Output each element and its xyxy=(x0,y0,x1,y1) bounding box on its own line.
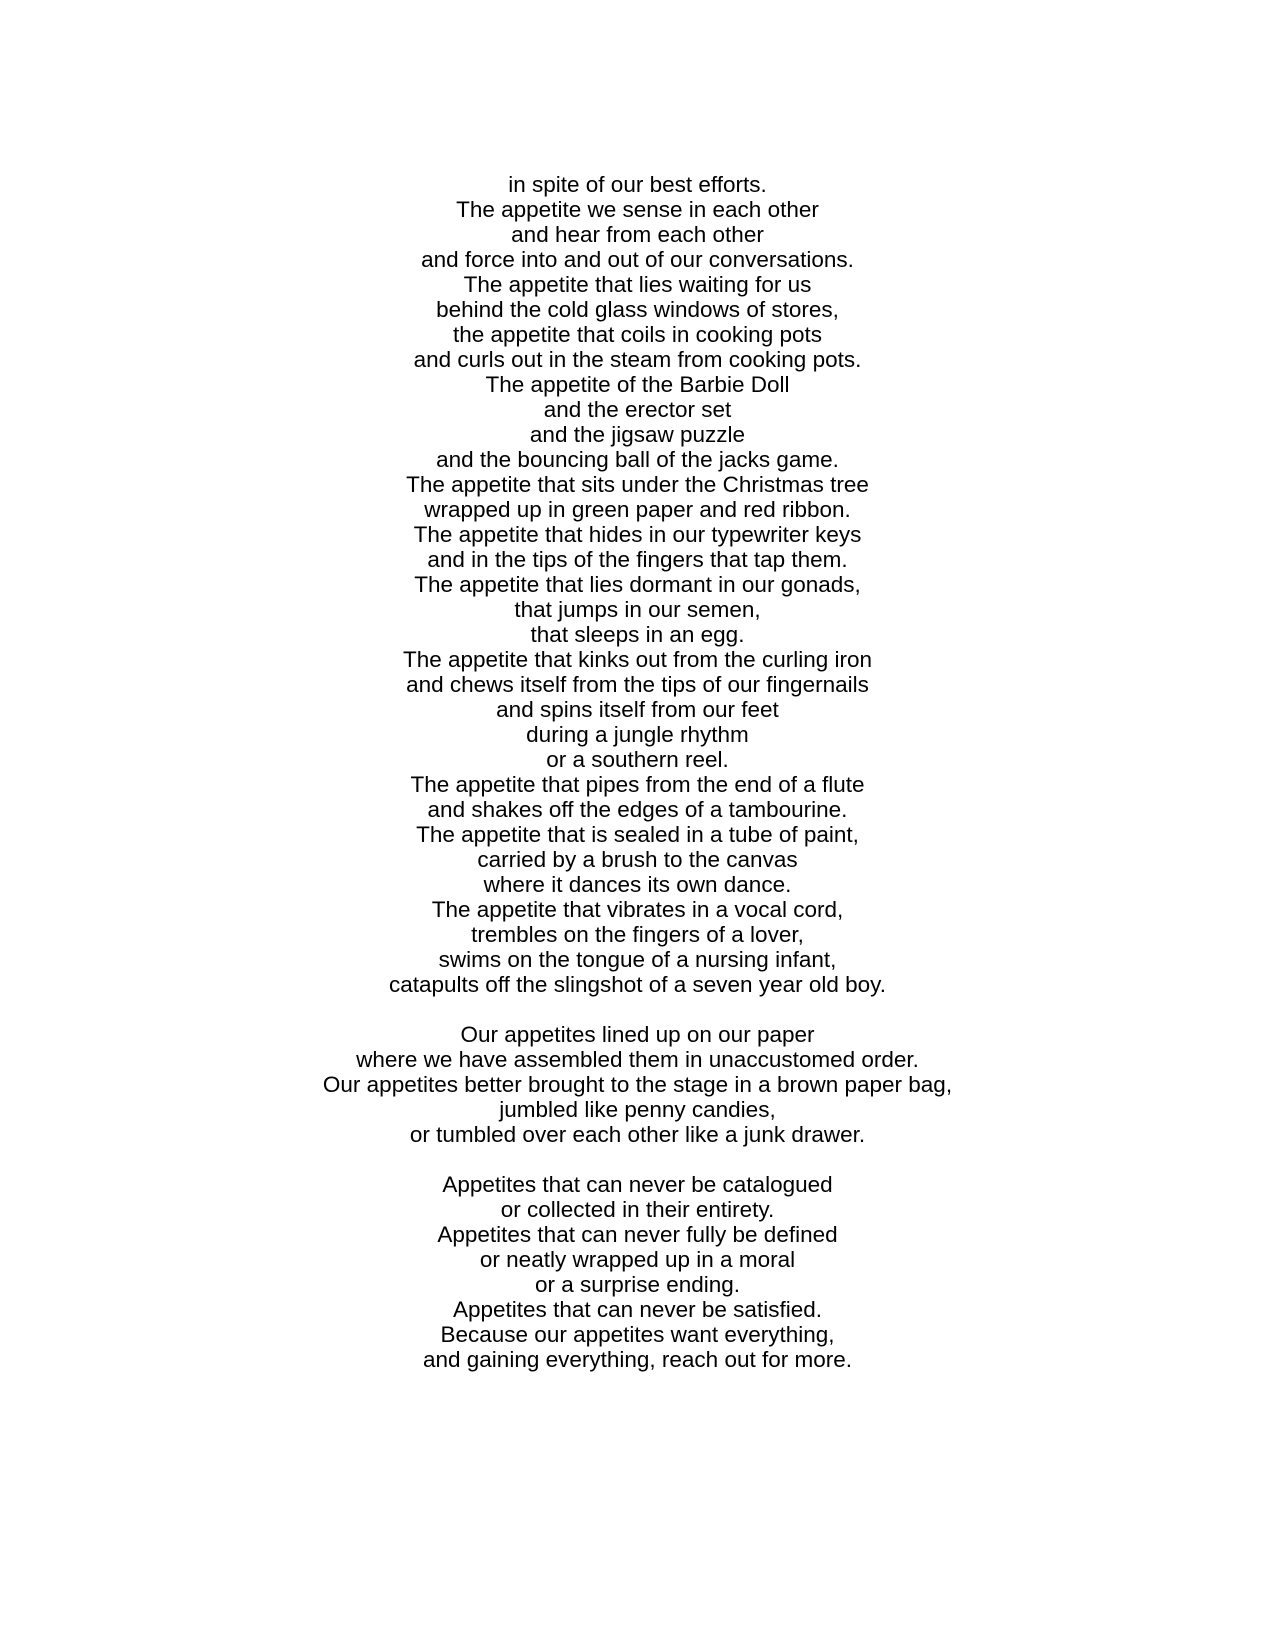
poem-line: The appetite that lies waiting for us xyxy=(463,272,812,297)
poem-line: in spite of our best efforts. xyxy=(508,172,767,197)
poem-line: that jumps in our semen, xyxy=(514,597,761,622)
poem-line: carried by a brush to the canvas xyxy=(477,847,798,872)
poem-line: during a jungle rhythm xyxy=(526,722,749,747)
poem-line: and hear from each other xyxy=(511,222,764,247)
poem-line: trembles on the fingers of a lover, xyxy=(471,922,804,947)
poem-line: catapults off the slingshot of a seven year old boy. xyxy=(389,972,886,997)
poem-line: Appetites that can never fully be defined xyxy=(437,1222,838,1247)
poem-line: and gaining everything, reach out for more. xyxy=(422,1347,852,1372)
poem-line: The appetite that vibrates in a vocal cord, xyxy=(431,897,844,922)
poem-line: or a southern reel. xyxy=(546,747,729,772)
poem-line: and curls out in the steam from cooking pots. xyxy=(413,347,862,372)
poem-line: and shakes off the edges of a tambourine. xyxy=(427,797,848,822)
stanza xyxy=(0,1172,1275,1372)
poem-line: The appetite that kinks out from the curling iron xyxy=(403,647,872,672)
poem-line: The appetite that sits under the Christmas tree xyxy=(406,472,869,497)
poem-line: The appetite that hides in our typewriter keys xyxy=(413,522,862,547)
poem-line: behind the cold glass windows of stores, xyxy=(436,297,839,322)
poem-line: The appetite we sense in each other xyxy=(456,197,819,222)
stanza xyxy=(0,172,1275,997)
poem-line: and chews itself from the tips of our fingernails xyxy=(406,672,869,697)
poem-line: Appetites that can never be satisfied. xyxy=(453,1297,822,1322)
poem-line: and in the tips of the fingers that tap them. xyxy=(427,547,848,572)
poem-line: swims on the tongue of a nursing infant, xyxy=(438,947,837,972)
poem-line: and the jigsaw puzzle xyxy=(529,422,746,447)
poem-line: and the erector set xyxy=(543,397,732,422)
poem-line: or tumbled over each other like a junk drawer. xyxy=(409,1122,866,1147)
poem-line: where it dances its own dance. xyxy=(483,872,792,897)
poem-line: where we have assembled them in unaccustomed order. xyxy=(356,1047,919,1072)
stanza xyxy=(0,1022,1275,1147)
poem-line: Because our appetites want everything, xyxy=(440,1322,835,1347)
poem-line: that sleeps in an egg. xyxy=(530,622,745,647)
poem-line: The appetite that lies dormant in our gonads, xyxy=(414,572,861,597)
poem-line: and spins itself from our feet xyxy=(496,697,779,722)
poem-line: The appetite that pipes from the end of a flute xyxy=(410,772,865,797)
poem-line: wrapped up in green paper and red ribbon. xyxy=(424,497,851,522)
poem-line: or collected in their entirety. xyxy=(500,1197,775,1222)
poem-line: the appetite that coils in cooking pots xyxy=(453,322,822,347)
poem-line: The appetite that is sealed in a tube of paint, xyxy=(416,822,859,847)
poem-line: and the bouncing ball of the jacks game. xyxy=(436,447,839,472)
poem-line: Our appetites lined up on our paper xyxy=(460,1022,815,1047)
poem-line: and force into and out of our conversations. xyxy=(421,247,854,272)
poem-line: Our appetites better brought to the stage in a brown paper bag, xyxy=(322,1072,953,1097)
poem-line: or neatly wrapped up in a moral xyxy=(479,1247,796,1272)
poem-text xyxy=(0,172,1275,1372)
poem-line: or a surprise ending. xyxy=(534,1272,741,1297)
poem-line: The appetite of the Barbie Doll xyxy=(485,372,790,397)
poem-line: Appetites that can never be catalogued xyxy=(442,1172,833,1197)
poem-line: jumbled like penny candies, xyxy=(499,1097,776,1122)
